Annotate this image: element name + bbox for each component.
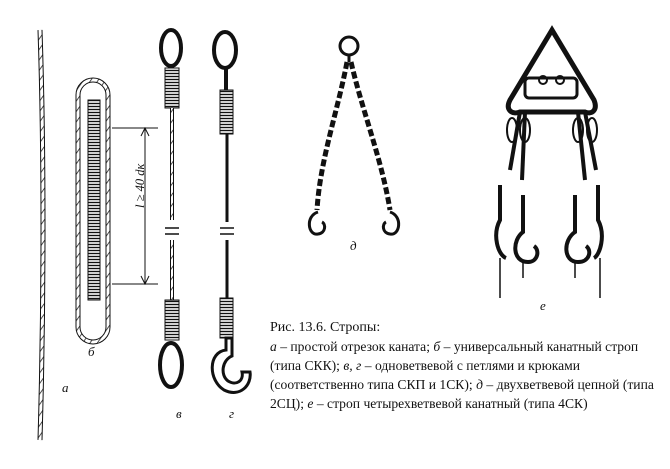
caption-key-d: д xyxy=(476,377,483,392)
rope-segment-a xyxy=(40,30,43,440)
caption-text-d: – двухветвевой цепной (типа 2СЦ); xyxy=(270,377,654,411)
length-dimension-label: l ≥ 40 dк xyxy=(133,163,147,208)
caption-key-e: е xyxy=(307,396,314,411)
label-v: в xyxy=(176,406,182,421)
caption-key-vg: в, г xyxy=(343,358,362,373)
figure-caption xyxy=(270,318,660,413)
caption-text-vg: – одноветвевой с петлями и крюками (соответственно типа СКП и 1СК); xyxy=(270,358,581,392)
caption-text-e: – строп четырехветвевой канатный (типа 4СК) xyxy=(313,396,588,411)
label-d: д xyxy=(350,238,357,253)
label-a: а xyxy=(62,380,69,395)
label-b: б xyxy=(88,344,95,359)
caption-text-b: – универсальный канатный строп (типа СКК); xyxy=(270,339,639,373)
loop-sling-v xyxy=(160,30,182,387)
caption-title: Рис. 13.6. Стропы: xyxy=(270,320,381,335)
hook-sling-g xyxy=(212,32,250,392)
chain-sling-d xyxy=(309,37,398,234)
universal-sling-b xyxy=(78,80,108,342)
label-g: г xyxy=(229,406,235,421)
caption-key-b: б xyxy=(433,339,441,354)
label-e: е xyxy=(540,298,546,313)
four-branch-sling-e xyxy=(496,30,602,298)
caption-text-a: – простой отрезок каната; xyxy=(276,339,434,354)
caption-key-a: а xyxy=(270,339,277,354)
